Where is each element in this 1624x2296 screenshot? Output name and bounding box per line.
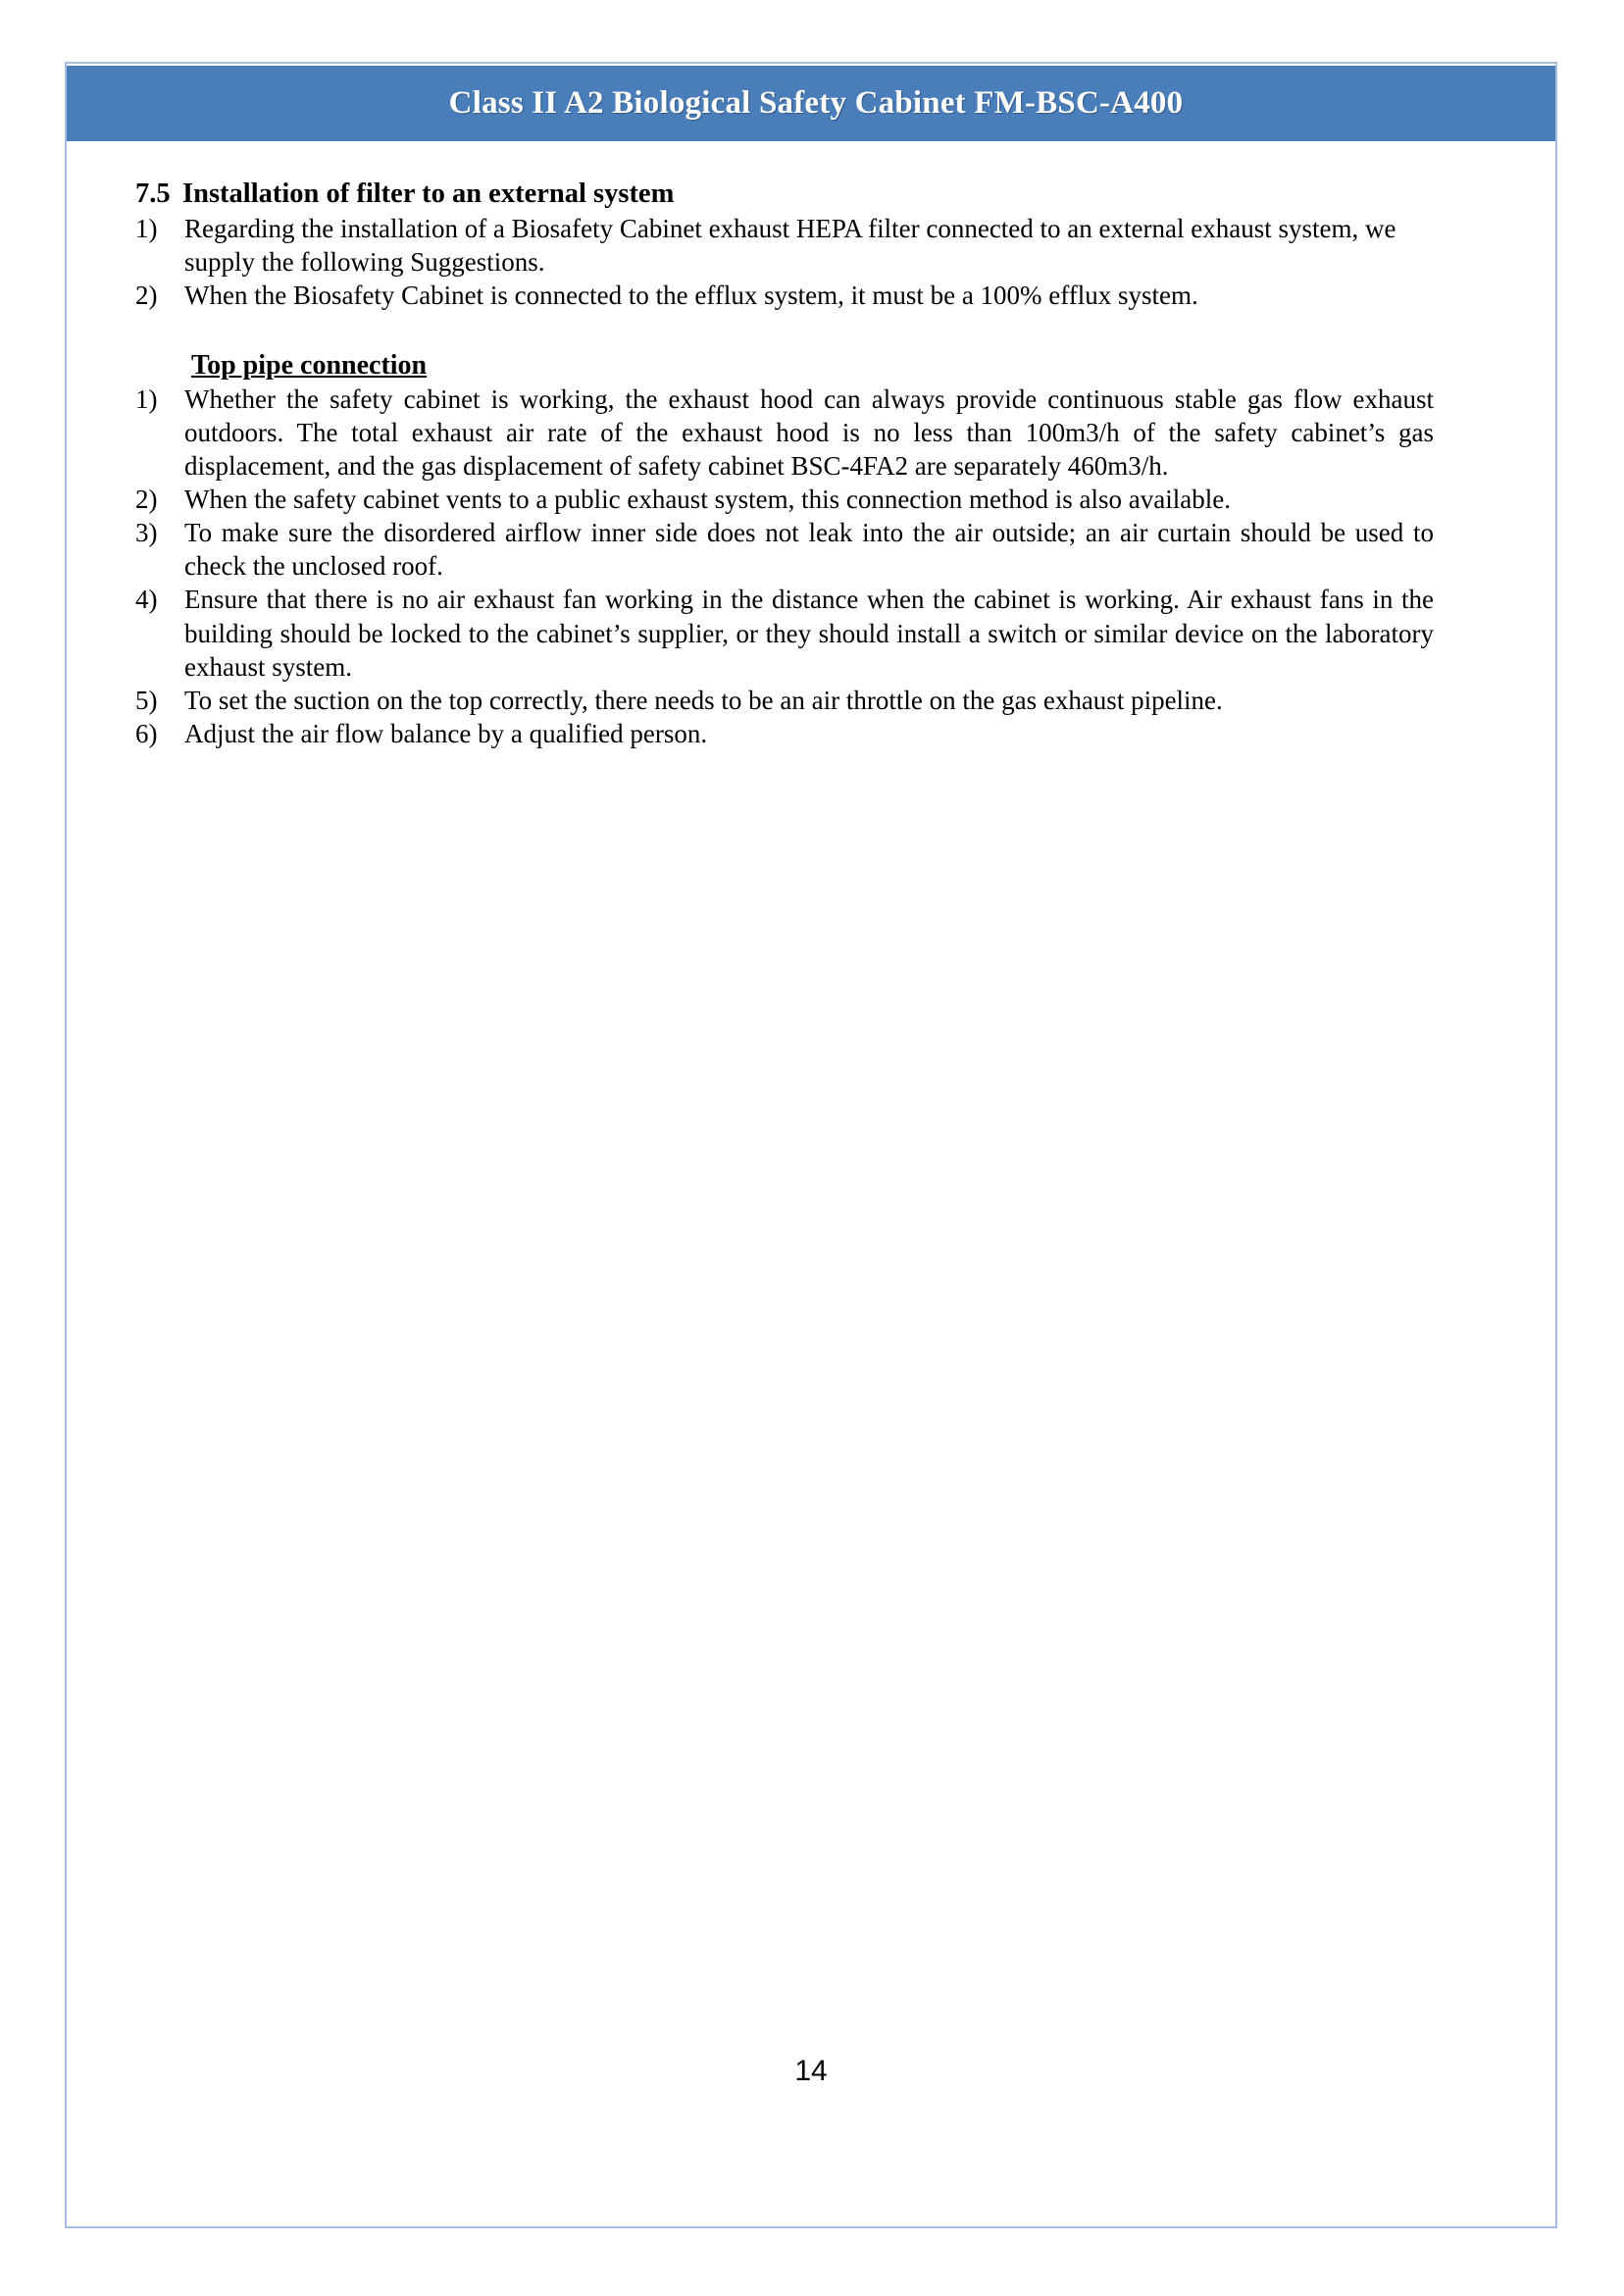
list-item — [135, 483, 1434, 516]
list-item-text: To set the suction on the top correctly, there needs to be an air throttle on the gas exhaust pipeline. — [184, 685, 1223, 715]
list-item — [135, 279, 1434, 312]
section-number: 7.5 — [135, 179, 171, 209]
intro-list — [135, 212, 1434, 312]
subsection-heading: Top pipe connection — [191, 350, 428, 382]
section-title: Installation of filter to an external system — [182, 179, 675, 209]
list-item-text: Adjust the air flow balance by a qualified person. — [184, 719, 708, 749]
list-item-marker: 1) — [135, 213, 158, 243]
section-heading — [135, 177, 1434, 212]
list-item-marker: 3) — [135, 518, 158, 548]
list-item — [135, 717, 1434, 750]
list-item — [135, 684, 1434, 717]
list-item-marker: 6) — [135, 719, 158, 749]
page-content — [135, 177, 1434, 750]
list-item-marker: 5) — [135, 685, 158, 715]
list-item-text: Ensure that there is no air exhaust fan working in the distance when the cabinet is working. Air exhaust fans in the building should be locked to the cabinet’s supplier, or they should install a switch or similar device on the laboratory exhaust system. — [184, 585, 1434, 682]
list-item-marker: 1) — [135, 383, 158, 414]
top-pipe-connection-list — [135, 383, 1434, 751]
page-header-title: Class II A2 Biological Safety Cabinet FM-BSC-A400 — [448, 85, 1184, 121]
list-item — [135, 516, 1434, 583]
list-item-text: When the Biosafety Cabinet is connected to the efflux system, it must be a 100% efflux system. — [184, 280, 1198, 310]
list-item — [135, 212, 1434, 279]
list-item-text: Whether the safety cabinet is working, the exhaust hood can always provide continuous stable gas flow exhaust outdoors. The total exhaust air rate of the exhaust hood is no less than 100m3/h of the safety cabinet’s gas displacement, and the gas displacement of safety cabinet BSC-4FA2 are separately 460m3/h. — [184, 383, 1434, 481]
list-item-text: Regarding the installation of a Biosafety Cabinet exhaust HEPA filter connected to an external exhaust system, we supply the following Suggestions. — [184, 213, 1396, 277]
list-item — [135, 583, 1434, 683]
list-item-text: When the safety cabinet vents to a public exhaust system, this connection method is also available. — [184, 485, 1231, 515]
list-item-marker: 2) — [135, 280, 158, 310]
document-page — [65, 62, 1557, 2228]
list-item-marker: 4) — [135, 585, 158, 615]
list-item-marker: 2) — [135, 485, 158, 515]
page-header-banner — [67, 66, 1555, 141]
list-item — [135, 383, 1434, 483]
list-item-text: To make sure the disordered airflow inner side does not leak into the air outside; an air curtain should be used to check the unclosed roof. — [184, 518, 1434, 582]
page-number: 14 — [794, 2055, 828, 2087]
